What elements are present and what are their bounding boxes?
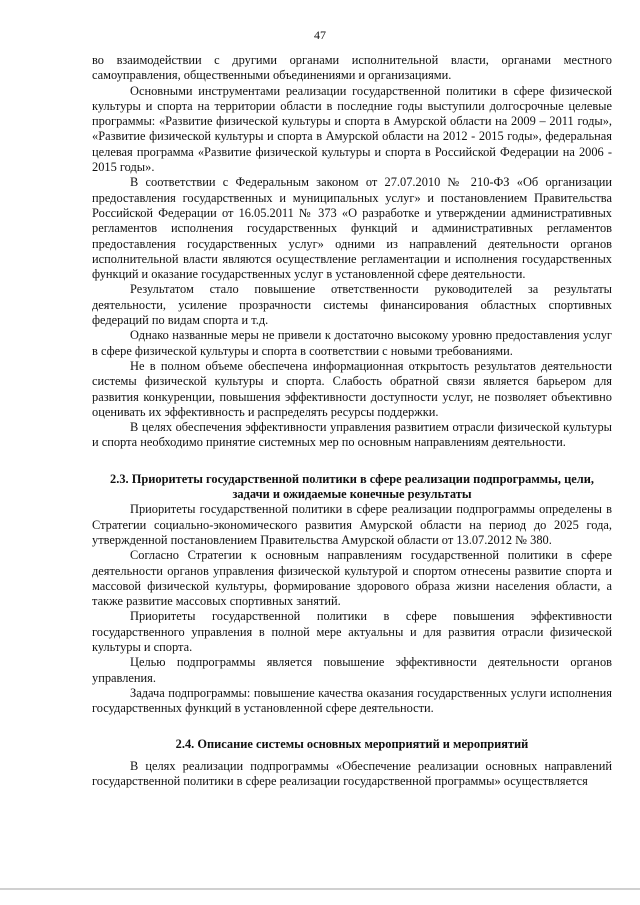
paragraph-strategy: Согласно Стратегии к основным направлениям государственной политики в сфере деятельности органов управления физической культурой и спортом отнесены развитие спорта и массовой физической культуры, формирование здорового образа жизни населения области, а также развитие массовых спортивных занятий. xyxy=(92,548,612,609)
paragraph-priorities: Приоритеты государственной политики в сфере реализации подпрограммы определены в Стратегии социально-экономического развития Амурской области на период до 2025 года, утвержденной постановлением Правительства Амурской области от 13.07.2012 № 380. xyxy=(92,502,612,547)
paragraph-efficiency: В целях обеспечения эффективности управления развитием отрасли физической культуры и спорта необходимо принятие системных мер по основным направлениям деятельности. xyxy=(92,420,612,450)
paragraph-result: Результатом стало повышение ответственности руководителей за результаты деятельности, усиление прозрачности системы финансирования областных спортивных федераций по видам спорта и т.д. xyxy=(92,282,612,328)
section-heading-2-4: 2.4. Описание системы основных мероприятий и мероприятий xyxy=(175,737,529,752)
paragraph-implementation: В целях реализации подпрограммы «Обеспечение реализации основных направлений государственной политики в сфере реализации государственной программы» осуществляется xyxy=(92,758,612,789)
paragraph-federal-law: В соответствии с Федеральным законом от 27.07.2010 № 210-ФЗ «Об организации предоставления государственных и муниципальных услуг» и постановлением Правительства Российской Федерации от 16.05.2011 № 373 «О разработке и утверждении административных регламентов исполнения государственных функций и административных регламентов предоставления государственных услуг» одними из направлений деятельности органов исполнительной власти являются осуществление регламентации и исполнения государственных функций и оказание государственных услуг в установленной сфере деятельности. xyxy=(92,175,612,282)
paragraph-instruments: Основными инструментами реализации государственной политики в сфере физической культуры и спорта на территории области в последние годы выступили долгосрочные целевые программы: «Развитие физической культуры и спорта в Амурской области на 2009 – 2011 годы», «Развитие физической культуры и спорта в Амурской области на 2012 - 2015 годы», федеральная целевая программа «Развитие физической культуры и спорта в Российской Федерации на 2006 - 2015 годы». xyxy=(92,83,612,175)
paragraph-task: Задача подпрограммы: повышение качества оказания государственных услуги исполнения государственных функций в установленной сфере деятельности. xyxy=(92,685,612,716)
page-number: 47 xyxy=(314,28,326,42)
document-body xyxy=(92,53,612,789)
paragraph-openness: Не в полном объеме обеспечена информационная открытость результатов деятельности системы физической культуры и спорта. Слабость обратной связи является барьером для развития конкуренции, повышения эффективности доступности услуг, не позволяет объективно оценивать их эффективность и распределять ресурсы поддержки. xyxy=(92,358,612,419)
paragraph-priorities-efficiency: Приоритеты государственной политики в сфере повышения эффективности государственного управления в полной мере актуальны и для развития отрасли физической культуры и спорта. xyxy=(92,609,612,654)
paragraph-goal: Целью подпрограммы является повышение эффективности деятельности органов управления. xyxy=(92,655,612,685)
scan-bottom-edge xyxy=(0,888,640,890)
paragraph-however: Однако названные меры не привели к достаточно высокому уровню предоставления услуг в сфере физической культуры и спорта в соответствии с новыми требованиями. xyxy=(92,328,612,358)
section-heading-2-3: 2.3. Приоритеты государственной политики в сфере реализации подпрограммы, цели, задачи и ожидаемые конечные результаты xyxy=(110,471,594,502)
paragraph-continuation: во взаимодействии с другими органами исполнительной власти, органами местного самоуправления, общественными объединениями и организациями. xyxy=(92,53,612,83)
